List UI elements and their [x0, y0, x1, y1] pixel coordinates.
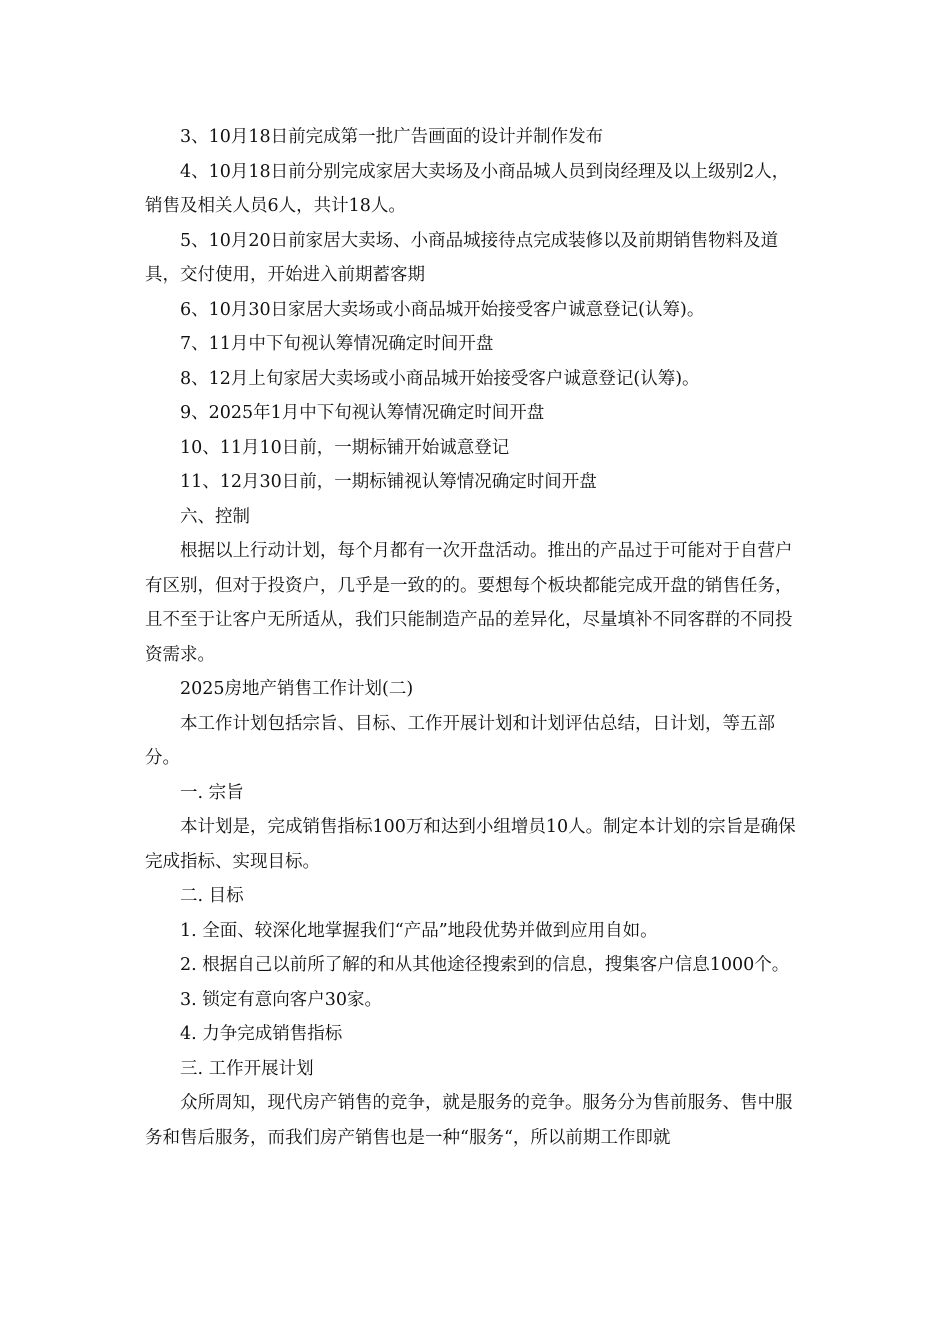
- goal-item-2: 2. 根据自己以前所了解的和从其他途径搜索到的信息，搜集客户信息1000个。: [180, 955, 790, 975]
- paragraph-item-8: 8、12月上旬家居大卖场或小商品城开始接受客户诚意登记(认筹)。: [180, 368, 700, 389]
- paragraph-item-9: 9、2025年1月中下旬视认筹情况确定时间开盘: [180, 403, 545, 423]
- paragraph-item-7: 7、11月中下旬视认筹情况确定时间开盘: [180, 334, 494, 354]
- goal-item-3: 3. 锁定有意向客户30家。: [180, 989, 383, 1010]
- section-heading-purpose: 一. 宗旨: [180, 782, 244, 803]
- paragraph-item-10: 10、11月10日前，一期标铺开始诚意登记: [180, 437, 510, 458]
- paragraph-item-6: 6、10月30日家居大卖场或小商品城开始接受客户诚意登记(认筹)。: [180, 299, 705, 320]
- paragraph-item-4: 4、10月18日前分别完成家居大卖场及小商品城人员到岗经理及以上级别2人，销售及相关人员6人，共计18人。: [145, 161, 790, 216]
- section-heading-control: 六、控制: [180, 506, 250, 527]
- section-heading-work-plan: 三. 工作开展计划: [180, 1058, 314, 1079]
- section-heading-goals: 二. 目标: [180, 886, 244, 906]
- paragraph-work-plan-body: 众所周知，现代房产销售的竞争，就是服务的竞争。服务分为售前服务、售中服务和售后服务，而我们房产销售也是一种“服务“，所以前期工作即就: [145, 1093, 793, 1148]
- goal-item-1: 1. 全面、较深化地掌握我们“产品”地段优势并做到应用自如。: [180, 920, 658, 941]
- paragraph-control-body: 根据以上行动计划，每个月都有一次开盘活动。推出的产品过于可能对于自营户有区别，但对于投资户，几乎是一致的的。要想每个板块都能完成开盘的销售任务，且不至于让客户无所适从，我们只能制造产品的差异化，尽量填补不同客群的不同投资需求。: [145, 541, 793, 665]
- document-title-part-two: 2025房地产销售工作计划(二): [180, 679, 414, 699]
- document-body: [145, 120, 805, 1155]
- paragraph-item-5: 5、10月20日前家居大卖场、小商品城接待点完成装修以及前期销售物料及道具，交付使用，开始进入前期蓄客期: [145, 230, 779, 285]
- paragraph-item-11: 11、12月30日前，一期标铺视认筹情况确定时间开盘: [180, 472, 597, 492]
- goal-item-4: 4. 力争完成销售指标: [180, 1024, 343, 1044]
- paragraph-item-3: 3、10月18日前完成第一批广告画面的设计并制作发布: [180, 127, 604, 147]
- paragraph-intro: 本工作计划包括宗旨、目标、工作开展计划和计划评估总结，日计划，等五部分。: [145, 713, 775, 768]
- paragraph-purpose-body: 本计划是，完成销售指标100万和达到小组增员10人。制定本计划的宗旨是确保完成指标、实现目标。: [145, 817, 796, 872]
